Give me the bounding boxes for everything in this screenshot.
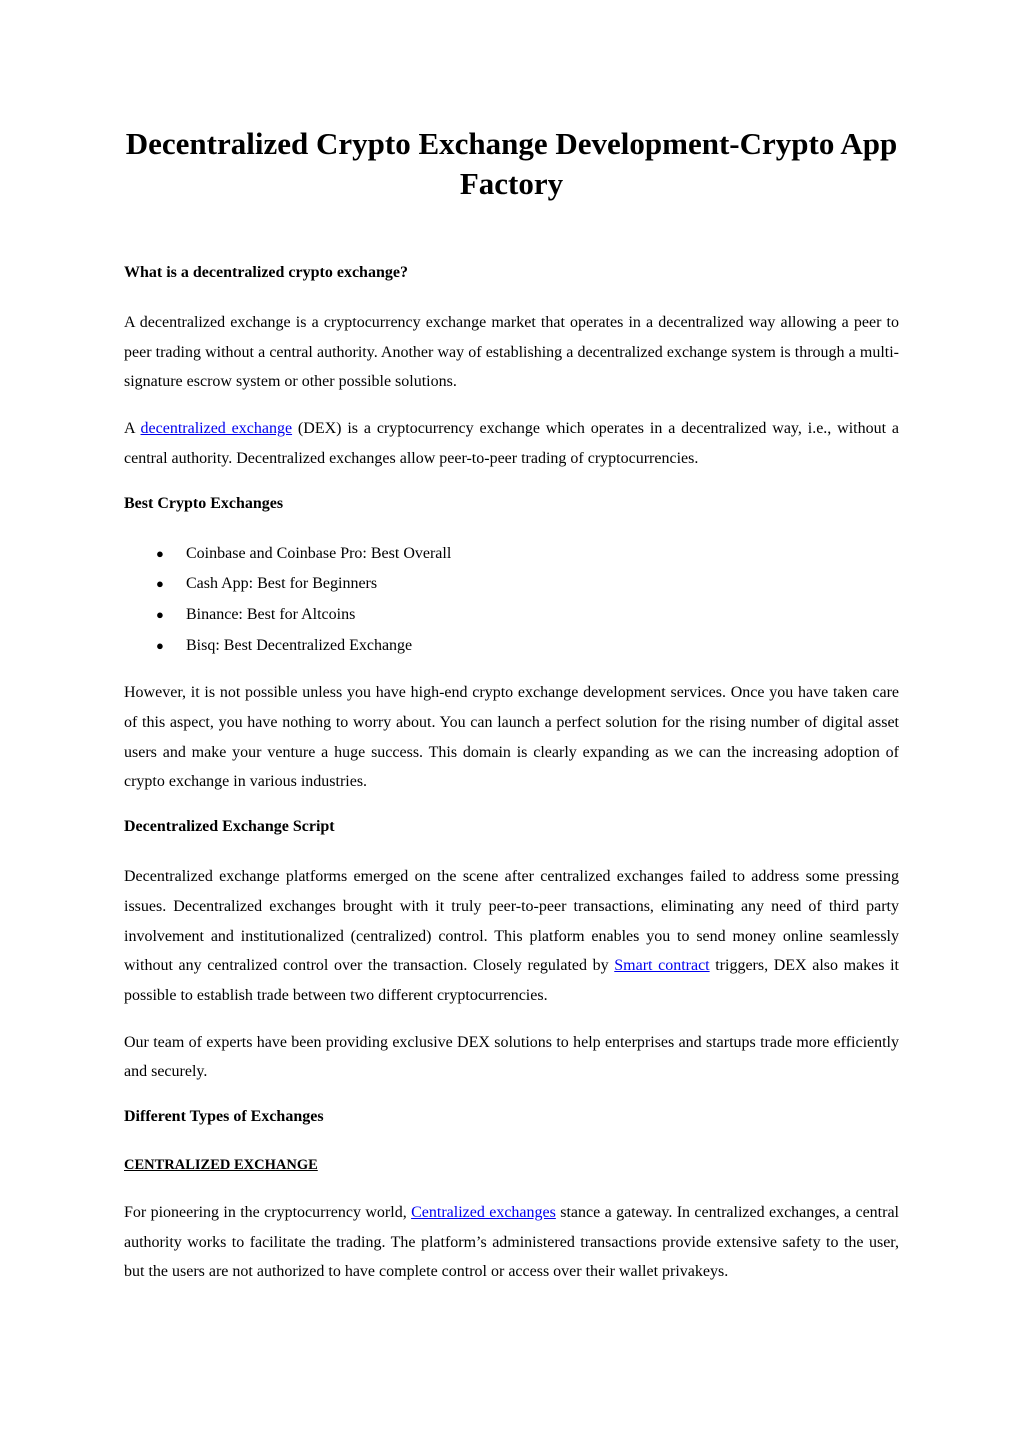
paragraph-team-experts: Our team of experts have been providing exclusive DEX solutions to help enterprises and startups trade more efficiently and securely. bbox=[124, 1033, 899, 1081]
best-exchanges-list bbox=[124, 539, 899, 662]
list-item-text: Binance: Best for Altcoins bbox=[186, 605, 356, 623]
paragraph-text: Decentralized exchange platforms emerged on the scene after centralized exchanges failed to address some pressing issues. Decentralized exchanges brought with it truly peer-to-peer transactions, eliminating any need of third party involvement and institutionalized (centralized) control. This platform enables you to send money online seamlessly without any centralized control over the transaction. Closely regulated by bbox=[124, 868, 899, 975]
paragraph-text: stance a gateway. In centralized exchanges, a central authority works to facilitate the trading. The platform’s administered transactions provide extensive safety to the user, but the users are not authorized to have complete control or access over their wallet privakeys. bbox=[124, 1204, 900, 1281]
list-item bbox=[124, 600, 899, 631]
heading-decentralized-exchange-script: Decentralized Exchange Script bbox=[124, 818, 335, 836]
page-title: Decentralized Crypto Exchange Development-Crypto App Factory bbox=[125, 126, 898, 201]
list-item bbox=[124, 539, 899, 570]
bullet-icon: ● bbox=[156, 637, 164, 653]
paragraph-dex-explanation bbox=[124, 414, 899, 473]
paragraph-centralized-exchanges bbox=[124, 1198, 899, 1287]
list-item-text: Cash App: Best for Beginners bbox=[186, 575, 378, 593]
heading-types-of-exchanges: Different Types of Exchanges bbox=[124, 1108, 324, 1126]
bullet-icon: ● bbox=[156, 576, 164, 592]
paragraph-text: For pioneering in the cryptocurrency world, bbox=[124, 1204, 412, 1222]
bullet-icon: ● bbox=[156, 606, 164, 622]
subheading-centralized-exchange: CENTRALIZED EXCHANGE bbox=[124, 1157, 318, 1174]
smart-contract-link[interactable]: Smart contract bbox=[614, 957, 710, 975]
list-item bbox=[124, 569, 899, 600]
paragraph-dex-definition: A decentralized exchange is a cryptocurrency exchange market that operates in a decentralized way allowing a peer to peer trading without a central authority. Another way of establishing a decentralized exchange system is through a multi-signature escrow system or other possible solutions. bbox=[124, 314, 899, 391]
heading-best-crypto-exchanges: Best Crypto Exchanges bbox=[124, 494, 284, 512]
paragraph-text: (DEX) is a cryptocurrency exchange which operates in a decentralized way, i.e., without a central authority. Decentralized exchanges allow peer-to-peer trading of cryptocurrencies. bbox=[124, 420, 900, 467]
centralized-exchanges-link[interactable]: Centralized exchanges bbox=[411, 1204, 556, 1222]
list-item-text: Bisq: Best Decentralized Exchange bbox=[186, 636, 413, 654]
list-item-text: Coinbase and Coinbase Pro: Best Overall bbox=[186, 544, 452, 562]
bullet-icon: ● bbox=[156, 545, 164, 561]
document-body bbox=[124, 260, 899, 1304]
paragraph-text: triggers, DEX also makes it possible to establish trade between two different cryptocurrencies. bbox=[124, 957, 899, 1004]
paragraph-dex-platforms bbox=[124, 862, 899, 1011]
paragraph-text: A bbox=[124, 420, 141, 438]
paragraph-development-services: However, it is not possible unless you have high-end crypto exchange development services. Once you have taken care of this aspect, you have nothing to worry about. You can launch a perfect solution for the rising number of digital asset users and make your venture a huge success. This domain is clearly expanding as we can the increasing adoption of crypto exchange in various industries. bbox=[124, 684, 899, 791]
heading-what-is-dex: What is a decentralized crypto exchange? bbox=[124, 264, 408, 281]
decentralized-exchange-link[interactable]: decentralized exchange bbox=[140, 420, 293, 438]
list-item bbox=[124, 631, 899, 662]
